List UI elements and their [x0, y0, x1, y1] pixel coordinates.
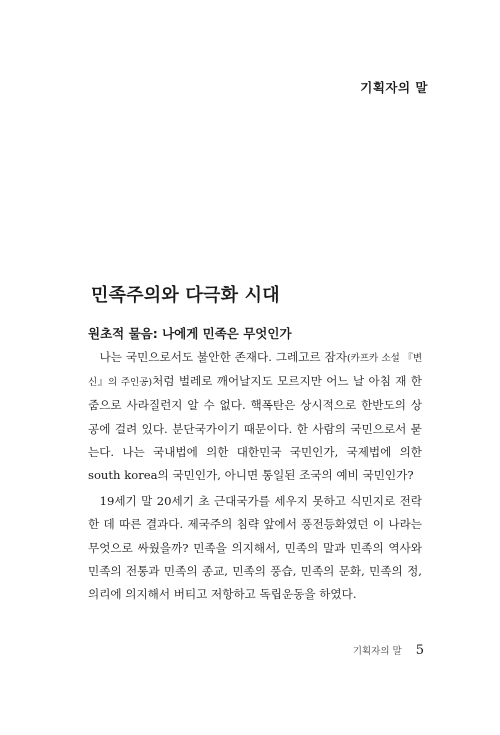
paragraph-2: 19세기 말 20세기 초 근대국가를 세우지 못하고 식민지로 전락한 데 따른 결과다. 제국주의 침략 앞에서 풍전등화였던 이 나라는 무엇으로 싸웠을까? 민족을 의지해서, 민족의 말과 민족의 역사와 민족의 전통과 민족의 종교, 민족의 풍습, 민족의 문화, 민족의 정, 의리에 의지해서 버티고 저항하고 독립운동을 하였다. [88, 494, 422, 602]
chapter-title: 민족주의와 다극화 시대 [91, 285, 280, 306]
page-footer [353, 643, 424, 658]
subheading: 원초적 물음: 나에게 민족은 무엇인가 [88, 326, 292, 341]
inline-note: (카프카 소설 『변신』의 주인공) [88, 353, 423, 389]
page-number: 5 [415, 643, 424, 658]
paragraph-1 [88, 346, 422, 487]
section-header: 기획자의 말 [360, 80, 428, 95]
running-footer: 기획자의 말 [352, 646, 402, 657]
paragraph-1-text-b: 처럼 벌레로 깨어날지도 모르지만 어느 날 아침 재 한 줌으로 사라질런지 알 수 없다. 핵폭탄은 상시적으로 한반도의 상공에 걸려 있다. 분단국가이기 때문이다. 한 사람의 국민으로서 묻는다. 나는 국내법에 의한 대한민국 국민인가, 국제법에 의한 south korea의 국민인가, 아니면 통일된 조국의 예비 국민인가? [88, 374, 422, 483]
paragraph-1-text-a: 나는 국민으로서도 불안한 존재다. 그레고르 잠자 [99, 350, 347, 364]
body-text [88, 346, 422, 606]
